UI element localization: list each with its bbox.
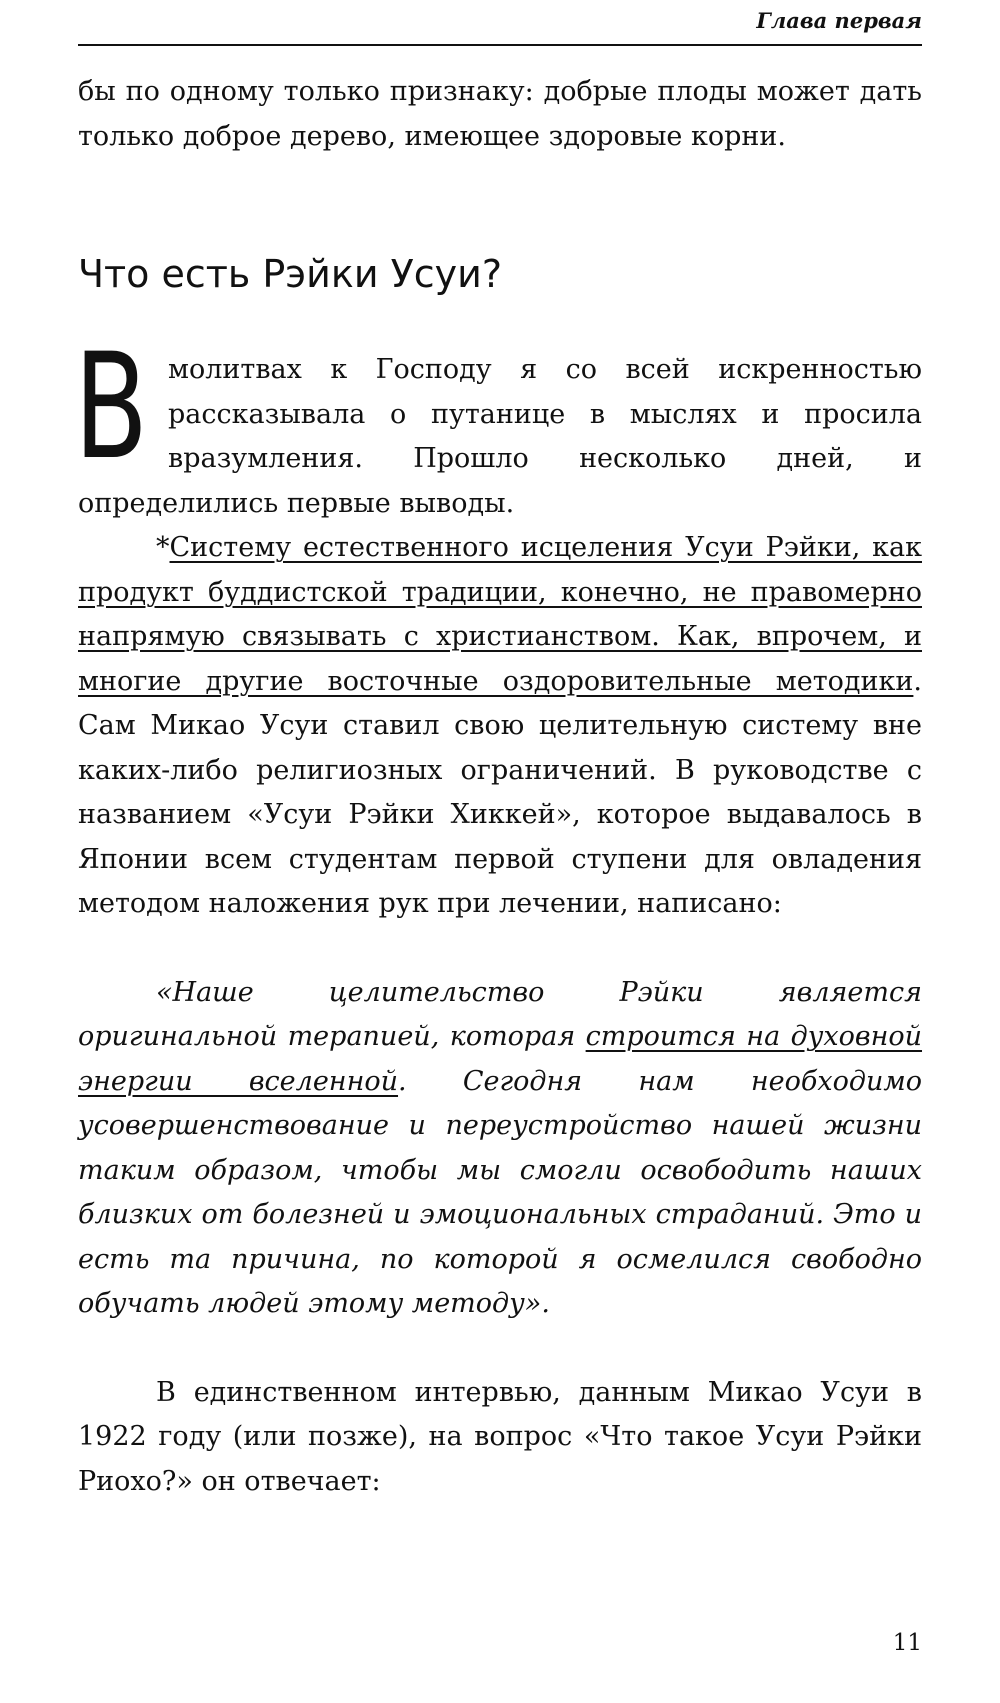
paragraph-3: В единственном интервью, данным Микао Усуи в 1922 году (или позже), на вопрос «Что такое Усуи Рэйки Риохо?» он отвечает: (78, 1376, 922, 1497)
quote-part-1: «Наше целительство Рэйки является оригинальной терапией, которая (78, 976, 922, 1052)
drop-cap: В (74, 322, 149, 492)
carryover-block (78, 70, 922, 159)
paragraph-2-text: . Сам Микао Усуи ставил свою целительную систему вне каких-либо религиозных ограничений. В руководстве с названием «Усуи Рэйки Хиккей», которое выдавалось в Японии всем студентам первой ступени для овладения методом наложения рук при лечении, написано: (78, 665, 922, 919)
underlined-passage: Систему естественного исцеления Усуи Рэйки, как продукт буддистской традиции, конечно, не правомерно напрямую связывать с христианством. Как, впрочем, и многие другие восточные оздоровительные методики (78, 532, 922, 697)
asterisk-mark: * (156, 532, 170, 563)
paragraph-2 (78, 526, 922, 927)
quote-underlined: строится на духовной энергии вселенной (78, 1021, 923, 1097)
section-heading: Что есть Рэйки Усуи? (78, 252, 502, 296)
main-text-block (74, 322, 923, 1504)
quotation (78, 971, 922, 1327)
paragraph-1 (74, 322, 922, 526)
running-head: Глава первая (756, 8, 922, 33)
page-number: 11 (892, 1630, 922, 1656)
header-rule (78, 44, 922, 46)
carryover-paragraph: бы по одному только признаку: добрые плоды может дать только доброе дерево, имеющее здоровые корни. (78, 76, 922, 152)
quote-part-2: . Сегодня нам необходимо усовершенствование и переустройство нашей жизни таким образом, чтобы мы смогли освободить наших близких от болезней и эмоциональных страданий. Это и есть та причина, по которой я осмелился свободно обучать людей этому методу». (78, 1065, 922, 1319)
paragraph-1-text: молитвах к Господу я со всей искренностью рассказывала о путанице в мыслях и просила вразумления. Прошло несколько дней, и определились первые выводы. (78, 354, 922, 519)
